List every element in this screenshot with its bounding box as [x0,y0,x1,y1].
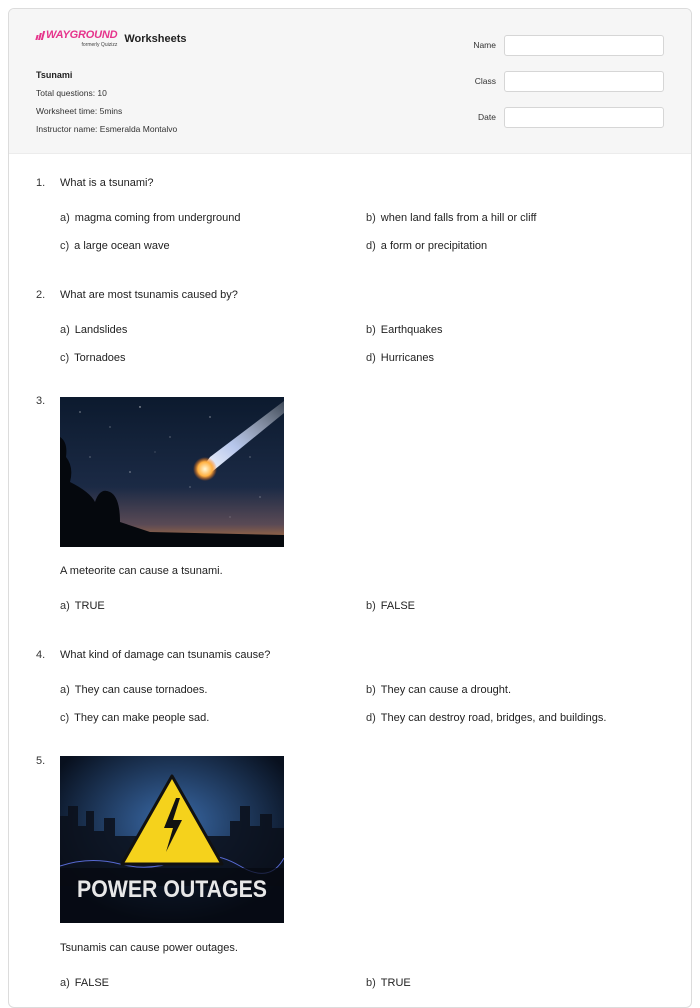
option-c: c) They can make people sad. [60,712,210,724]
option-b: b) TRUE [366,977,411,989]
date-input[interactable] [504,107,664,128]
option-b: b) when land falls from a hill or cliff [366,212,537,224]
date-field-row [473,106,664,128]
option-d: d) a form or precipitation [366,240,488,252]
worksheet-title: Tsunami [36,70,73,80]
student-fields [473,34,664,142]
worksheet-page [8,8,692,1008]
power-outages-image [60,756,284,923]
meteorite-image [60,397,284,547]
option-b: b) They can cause a drought. [366,684,512,696]
logo-text: WAYGROUND [46,29,118,41]
brand [36,29,186,48]
option-c: c) Tornadoes [60,352,126,364]
option-d: d) Hurricanes [366,352,434,364]
question-number: 3. [36,395,46,407]
option-a: a) They can cause tornadoes. [60,684,208,696]
worksheet-meta [36,66,177,138]
option-b: b) Earthquakes [366,324,443,336]
question-number: 2. [36,289,46,301]
logo-mark-icon [36,31,44,40]
question-text: What kind of damage can tsunamis cause? [60,649,271,661]
question-text: A meteorite can cause a tsunami. [60,565,223,577]
question-number: 5. [36,755,46,767]
question-text: What are most tsunamis caused by? [60,289,238,301]
option-a: a) magma coming from underground [60,212,241,224]
worksheet-header [9,9,691,154]
option-a: a) TRUE [60,600,105,612]
name-field-row [473,34,664,56]
option-a: a) FALSE [60,977,110,989]
option-d: d) They can destroy road, bridges, and buildings. [366,712,607,724]
date-label: Date [478,112,496,122]
option-a: a) Landslides [60,324,128,336]
name-input[interactable] [504,35,664,56]
class-label: Class [474,76,496,86]
question-text: What is a tsunami? [60,177,154,189]
wayground-logo [36,29,117,48]
class-field-row [473,70,664,92]
total-questions: Total questions: 10 [36,88,107,98]
svg-text:POWER OUTAGES: POWER OUTAGES [77,876,267,903]
logo-subtitle: formerly Quizizz [81,42,118,48]
class-input[interactable] [504,71,664,92]
option-b: b) FALSE [366,600,416,612]
brand-title: Worksheets [124,33,187,45]
option-c: c) a large ocean wave [60,240,170,252]
name-label: Name [473,40,496,50]
question-number: 4. [36,649,46,661]
instructor-name: Instructor name: Esmeralda Montalvo [36,124,178,134]
worksheet-time: Worksheet time: 5mins [36,106,123,116]
question-text: Tsunamis can cause power outages. [60,942,238,954]
question-number: 1. [36,177,46,189]
